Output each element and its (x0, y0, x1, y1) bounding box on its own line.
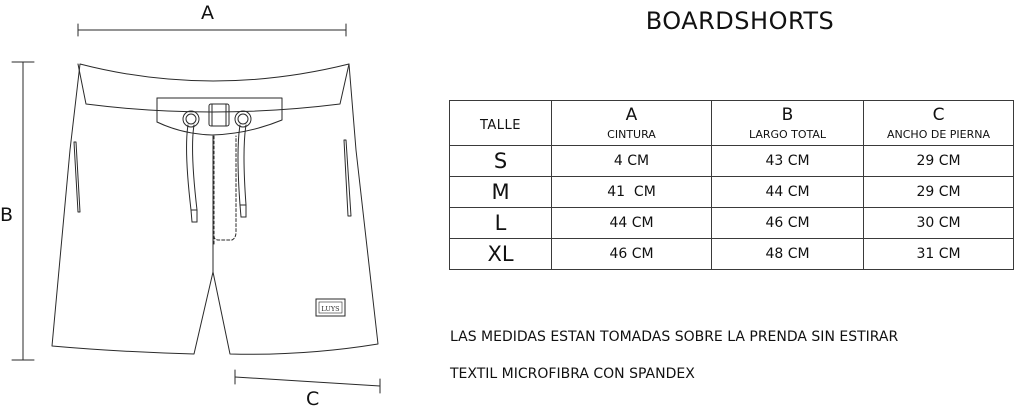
column-name: CINTURA (607, 127, 656, 141)
column-letter: B (781, 104, 794, 125)
dimension-b-label: B (0, 204, 14, 226)
waist-cell: 4 CM (552, 146, 712, 177)
dimension-a-line (78, 24, 346, 36)
size-cell: XL (450, 239, 552, 270)
column-name: LARGO TOTAL (748, 127, 827, 141)
leg-width-cell: 29 CM (864, 177, 1014, 208)
brand-tag (316, 299, 345, 316)
page-title: BOARDSHORTS (645, 7, 835, 35)
length-cell: 46 CM (712, 208, 864, 239)
column-header-a (552, 101, 712, 146)
leg-width-cell: 30 CM (864, 208, 1014, 239)
waist-cell: 41 CM (552, 177, 712, 208)
table-row (450, 208, 1014, 239)
size-column-header (450, 101, 552, 146)
grommet-right (235, 111, 251, 127)
size-header-label: TALLE (479, 117, 522, 133)
column-header-c (864, 101, 1014, 146)
dimension-a-label: A (201, 2, 214, 24)
fly-stitching (214, 136, 236, 246)
table-header-row (450, 101, 1014, 146)
size-cell: S (450, 146, 552, 177)
grommet-left (183, 111, 199, 127)
pocket-left (74, 142, 80, 212)
column-name: ANCHO DE PIERNA (886, 127, 990, 141)
dimension-c-label: C (306, 388, 320, 410)
length-cell: 43 CM (712, 146, 864, 177)
waist-cell: 44 CM (552, 208, 712, 239)
fabric-note: TEXTIL MICROFIBRA CON SPANDEX (450, 366, 695, 382)
table-row (450, 177, 1014, 208)
table-row (450, 146, 1014, 177)
waistband (78, 64, 349, 112)
column-letter: A (625, 104, 638, 125)
size-cell: L (450, 208, 552, 239)
column-letter: C (932, 104, 945, 125)
length-cell: 44 CM (712, 177, 864, 208)
pocket-right (344, 140, 351, 216)
size-table (449, 100, 1014, 270)
boardshorts-drawing (0, 0, 440, 412)
column-header-b (712, 101, 864, 146)
leg-width-cell: 31 CM (864, 239, 1014, 270)
table-row (450, 239, 1014, 270)
drawstring (187, 125, 246, 222)
leg-width-cell: 29 CM (864, 146, 1014, 177)
dimension-b-line (12, 62, 34, 360)
measurement-note: LAS MEDIDAS ESTAN TOMADAS SOBRE LA PRENDA SIN ESTIRAR (450, 329, 899, 345)
brand-tag-text: LUYS (321, 305, 340, 313)
waist-cell: 46 CM (552, 239, 712, 270)
length-cell: 48 CM (712, 239, 864, 270)
size-cell: M (450, 177, 552, 208)
